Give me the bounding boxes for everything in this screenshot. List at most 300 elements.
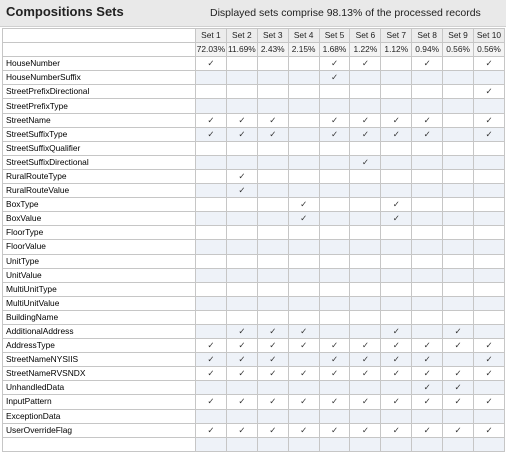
empty-cell [319, 169, 350, 183]
field-name: StreetPrefixDirectional [3, 85, 196, 99]
empty-cell [319, 324, 350, 338]
empty-cell [412, 409, 443, 423]
empty-cell [226, 240, 257, 254]
empty-cell [350, 310, 381, 324]
empty-cell [226, 141, 257, 155]
field-name: StreetSuffixQualifier [3, 141, 196, 155]
table-row [3, 57, 505, 71]
field-name: UnhandledData [3, 381, 196, 395]
empty-cell [443, 282, 474, 296]
empty-cell [412, 198, 443, 212]
check-icon: ✓ [412, 57, 443, 71]
empty-cell [443, 198, 474, 212]
check-icon: ✓ [350, 367, 381, 381]
field-name: BoxType [3, 198, 196, 212]
empty-cell [288, 141, 319, 155]
check-icon: ✓ [412, 423, 443, 437]
empty-cell [196, 268, 227, 282]
field-name: HouseNumberSuffix [3, 71, 196, 85]
check-icon: ✓ [381, 127, 412, 141]
empty-cell [288, 437, 319, 451]
empty-cell [196, 282, 227, 296]
empty-cell [443, 71, 474, 85]
empty-cell [196, 226, 227, 240]
check-icon: ✓ [288, 395, 319, 409]
empty-cell [257, 268, 288, 282]
check-icon: ✓ [350, 127, 381, 141]
check-icon: ✓ [257, 423, 288, 437]
table-row [3, 353, 505, 367]
empty-cell [443, 169, 474, 183]
check-icon: ✓ [288, 212, 319, 226]
empty-cell [350, 282, 381, 296]
empty-cell [381, 254, 412, 268]
check-icon: ✓ [288, 324, 319, 338]
check-icon: ✓ [226, 339, 257, 353]
empty-cell [412, 254, 443, 268]
check-icon: ✓ [381, 367, 412, 381]
empty-cell [474, 437, 505, 451]
field-name: RuralRouteValue [3, 184, 196, 198]
empty-cell [257, 310, 288, 324]
check-icon: ✓ [474, 127, 505, 141]
empty-cell [319, 99, 350, 113]
set-header: Set 3 [257, 29, 288, 43]
empty-cell [381, 57, 412, 71]
check-icon: ✓ [474, 423, 505, 437]
empty-cell [412, 282, 443, 296]
empty-cell [196, 437, 227, 451]
empty-cell [474, 268, 505, 282]
check-icon: ✓ [350, 113, 381, 127]
check-icon: ✓ [474, 367, 505, 381]
empty-cell [257, 155, 288, 169]
table-row [3, 437, 505, 451]
empty-cell [474, 71, 505, 85]
empty-cell [319, 254, 350, 268]
check-icon: ✓ [381, 353, 412, 367]
check-icon: ✓ [443, 367, 474, 381]
check-icon: ✓ [350, 155, 381, 169]
empty-cell [288, 409, 319, 423]
field-name: AddressType [3, 339, 196, 353]
empty-cell [226, 409, 257, 423]
empty-cell [443, 310, 474, 324]
check-icon: ✓ [319, 353, 350, 367]
set-percent-row [3, 43, 505, 57]
empty-cell [381, 310, 412, 324]
empty-cell [257, 254, 288, 268]
empty-cell [443, 127, 474, 141]
empty-cell [319, 141, 350, 155]
check-icon: ✓ [474, 85, 505, 99]
field-name: FloorType [3, 226, 196, 240]
empty-cell [381, 226, 412, 240]
empty-cell [257, 381, 288, 395]
empty-cell [196, 155, 227, 169]
empty-cell [257, 141, 288, 155]
empty-cell [257, 71, 288, 85]
empty-cell [319, 85, 350, 99]
empty-cell [257, 282, 288, 296]
set-header: Set 5 [319, 29, 350, 43]
empty-cell [474, 282, 505, 296]
check-icon: ✓ [226, 184, 257, 198]
field-name: RuralRouteType [3, 169, 196, 183]
table-row [3, 395, 505, 409]
field-name [3, 437, 196, 451]
set-header: Set 2 [226, 29, 257, 43]
field-name: HouseNumber [3, 57, 196, 71]
check-icon: ✓ [381, 395, 412, 409]
check-icon: ✓ [443, 423, 474, 437]
empty-cell [350, 226, 381, 240]
field-name: FloorValue [3, 240, 196, 254]
empty-cell [288, 169, 319, 183]
empty-cell [412, 240, 443, 254]
empty-cell [196, 184, 227, 198]
empty-cell [196, 381, 227, 395]
empty-cell [257, 226, 288, 240]
empty-cell [412, 310, 443, 324]
empty-cell [288, 57, 319, 71]
check-icon: ✓ [412, 381, 443, 395]
field-name: StreetPrefixType [3, 99, 196, 113]
empty-cell [381, 169, 412, 183]
table-row [3, 367, 505, 381]
field-name: BoxValue [3, 212, 196, 226]
table-row [3, 381, 505, 395]
set-header: Set 10 [474, 29, 505, 43]
check-icon: ✓ [350, 395, 381, 409]
empty-cell [226, 381, 257, 395]
table-row [3, 240, 505, 254]
empty-cell [196, 198, 227, 212]
check-icon: ✓ [226, 423, 257, 437]
empty-cell [319, 282, 350, 296]
empty-cell [288, 127, 319, 141]
empty-cell [350, 212, 381, 226]
empty-cell [319, 381, 350, 395]
table-row [3, 296, 505, 310]
empty-cell [474, 99, 505, 113]
empty-cell [288, 85, 319, 99]
check-icon: ✓ [350, 423, 381, 437]
check-icon: ✓ [319, 127, 350, 141]
empty-cell [196, 310, 227, 324]
check-icon: ✓ [319, 395, 350, 409]
empty-cell [257, 57, 288, 71]
empty-cell [381, 184, 412, 198]
coverage-summary: Displayed sets comprise 98.13% of the processed records [210, 7, 481, 19]
empty-cell [319, 409, 350, 423]
set-header: Set 1 [196, 29, 227, 43]
check-icon: ✓ [443, 324, 474, 338]
check-icon: ✓ [474, 353, 505, 367]
empty-cell [288, 99, 319, 113]
empty-cell [350, 254, 381, 268]
check-icon: ✓ [288, 367, 319, 381]
table-row [3, 409, 505, 423]
empty-cell [319, 198, 350, 212]
check-icon: ✓ [319, 71, 350, 85]
empty-cell [350, 381, 381, 395]
empty-cell [381, 409, 412, 423]
empty-cell [443, 254, 474, 268]
field-name: StreetSuffixDirectional [3, 155, 196, 169]
empty-cell [474, 155, 505, 169]
empty-cell [319, 240, 350, 254]
check-icon: ✓ [381, 324, 412, 338]
empty-cell [196, 99, 227, 113]
empty-cell [257, 198, 288, 212]
table-row [3, 324, 505, 338]
check-icon: ✓ [196, 367, 227, 381]
empty-cell [474, 184, 505, 198]
empty-cell [474, 324, 505, 338]
empty-cell [226, 282, 257, 296]
table-row [3, 310, 505, 324]
empty-cell [350, 437, 381, 451]
empty-cell [257, 99, 288, 113]
check-icon: ✓ [226, 367, 257, 381]
check-icon: ✓ [381, 198, 412, 212]
set-percent: 2.43% [257, 43, 288, 57]
field-name: MultiUnitValue [3, 296, 196, 310]
empty-cell [288, 184, 319, 198]
empty-cell [412, 141, 443, 155]
panel-title: Compositions Sets [6, 4, 124, 19]
check-icon: ✓ [226, 395, 257, 409]
field-name: UnitType [3, 254, 196, 268]
empty-cell [381, 85, 412, 99]
empty-cell [319, 310, 350, 324]
empty-cell [381, 437, 412, 451]
table-row [3, 85, 505, 99]
field-name: StreetNameRVSNDX [3, 367, 196, 381]
check-icon: ✓ [196, 127, 227, 141]
empty-cell [226, 310, 257, 324]
empty-cell [350, 169, 381, 183]
check-icon: ✓ [412, 367, 443, 381]
field-name: ExceptionData [3, 409, 196, 423]
empty-cell [474, 310, 505, 324]
check-icon: ✓ [257, 367, 288, 381]
empty-cell [319, 296, 350, 310]
check-icon: ✓ [196, 353, 227, 367]
check-icon: ✓ [226, 127, 257, 141]
empty-cell [350, 409, 381, 423]
empty-cell [196, 254, 227, 268]
empty-cell [196, 212, 227, 226]
check-icon: ✓ [474, 395, 505, 409]
check-icon: ✓ [412, 127, 443, 141]
empty-cell [443, 141, 474, 155]
table-row [3, 155, 505, 169]
empty-cell [196, 169, 227, 183]
check-icon: ✓ [196, 57, 227, 71]
check-icon: ✓ [257, 395, 288, 409]
set-header: Set 8 [412, 29, 443, 43]
empty-cell [257, 409, 288, 423]
empty-cell [412, 169, 443, 183]
table-row [3, 282, 505, 296]
empty-cell [288, 310, 319, 324]
check-icon: ✓ [443, 339, 474, 353]
empty-cell [381, 268, 412, 282]
empty-cell [412, 212, 443, 226]
empty-cell [350, 99, 381, 113]
empty-cell [226, 85, 257, 99]
empty-cell [226, 71, 257, 85]
check-icon: ✓ [196, 395, 227, 409]
empty-cell [412, 226, 443, 240]
empty-cell [412, 296, 443, 310]
empty-cell [319, 268, 350, 282]
empty-cell [350, 324, 381, 338]
empty-cell [226, 268, 257, 282]
empty-cell [474, 381, 505, 395]
empty-cell [196, 85, 227, 99]
empty-cell [443, 99, 474, 113]
table-row [3, 254, 505, 268]
check-icon: ✓ [196, 113, 227, 127]
empty-cell [412, 99, 443, 113]
empty-cell [226, 198, 257, 212]
empty-cell [226, 57, 257, 71]
empty-cell [226, 212, 257, 226]
check-icon: ✓ [319, 423, 350, 437]
check-icon: ✓ [257, 324, 288, 338]
empty-cell [319, 226, 350, 240]
set-percent: 11.69% [226, 43, 257, 57]
empty-cell [288, 71, 319, 85]
empty-cell [412, 324, 443, 338]
empty-cell [226, 254, 257, 268]
empty-cell [350, 240, 381, 254]
set-percent: 0.56% [443, 43, 474, 57]
empty-cell [443, 113, 474, 127]
empty-cell [257, 240, 288, 254]
empty-cell [288, 381, 319, 395]
empty-cell [412, 71, 443, 85]
empty-cell [412, 268, 443, 282]
empty-cell [381, 99, 412, 113]
empty-cell [443, 226, 474, 240]
set-percent: 72.03% [196, 43, 227, 57]
set-header: Set 6 [350, 29, 381, 43]
empty-cell [443, 57, 474, 71]
set-header: Set 7 [381, 29, 412, 43]
check-icon: ✓ [443, 395, 474, 409]
empty-cell [288, 155, 319, 169]
set-header: Set 9 [443, 29, 474, 43]
empty-cell [443, 212, 474, 226]
empty-cell [443, 296, 474, 310]
set-header: Set 4 [288, 29, 319, 43]
table-row [3, 71, 505, 85]
empty-cell [226, 155, 257, 169]
check-icon: ✓ [288, 339, 319, 353]
composition-sets-table [2, 28, 505, 452]
empty-cell [350, 268, 381, 282]
empty-cell [257, 85, 288, 99]
empty-cell [257, 169, 288, 183]
check-icon: ✓ [288, 198, 319, 212]
check-icon: ✓ [474, 57, 505, 71]
empty-cell [257, 437, 288, 451]
header-corner [3, 29, 196, 43]
empty-cell [257, 296, 288, 310]
empty-cell [412, 155, 443, 169]
empty-cell [443, 240, 474, 254]
check-icon: ✓ [350, 57, 381, 71]
field-name: UserOverrideFlag [3, 423, 196, 437]
empty-cell [443, 184, 474, 198]
check-icon: ✓ [257, 127, 288, 141]
check-icon: ✓ [196, 339, 227, 353]
empty-cell [288, 254, 319, 268]
empty-cell [443, 85, 474, 99]
empty-cell [443, 268, 474, 282]
set-percent: 0.56% [474, 43, 505, 57]
table-row [3, 99, 505, 113]
check-icon: ✓ [257, 353, 288, 367]
empty-cell [443, 409, 474, 423]
empty-cell [412, 85, 443, 99]
empty-cell [412, 184, 443, 198]
check-icon: ✓ [350, 339, 381, 353]
field-name: UnitValue [3, 268, 196, 282]
empty-cell [196, 71, 227, 85]
empty-cell [474, 226, 505, 240]
check-icon: ✓ [443, 381, 474, 395]
panel-header [0, 0, 506, 27]
empty-cell [381, 141, 412, 155]
table-row [3, 127, 505, 141]
empty-cell [288, 268, 319, 282]
empty-cell [381, 296, 412, 310]
set-percent: 0.94% [412, 43, 443, 57]
empty-cell [474, 240, 505, 254]
header-corner [3, 43, 196, 57]
empty-cell [474, 169, 505, 183]
field-name: StreetNameNYSIIS [3, 353, 196, 367]
empty-cell [319, 184, 350, 198]
empty-cell [196, 296, 227, 310]
empty-cell [319, 155, 350, 169]
check-icon: ✓ [381, 113, 412, 127]
check-icon: ✓ [412, 395, 443, 409]
set-percent: 2.15% [288, 43, 319, 57]
check-icon: ✓ [319, 57, 350, 71]
empty-cell [381, 381, 412, 395]
check-icon: ✓ [474, 339, 505, 353]
check-icon: ✓ [226, 324, 257, 338]
empty-cell [288, 282, 319, 296]
table-row [3, 113, 505, 127]
check-icon: ✓ [474, 113, 505, 127]
table-row [3, 268, 505, 282]
empty-cell [381, 71, 412, 85]
check-icon: ✓ [412, 113, 443, 127]
empty-cell [350, 71, 381, 85]
empty-cell [350, 85, 381, 99]
empty-cell [288, 353, 319, 367]
empty-cell [288, 296, 319, 310]
check-icon: ✓ [196, 423, 227, 437]
table-row [3, 423, 505, 437]
